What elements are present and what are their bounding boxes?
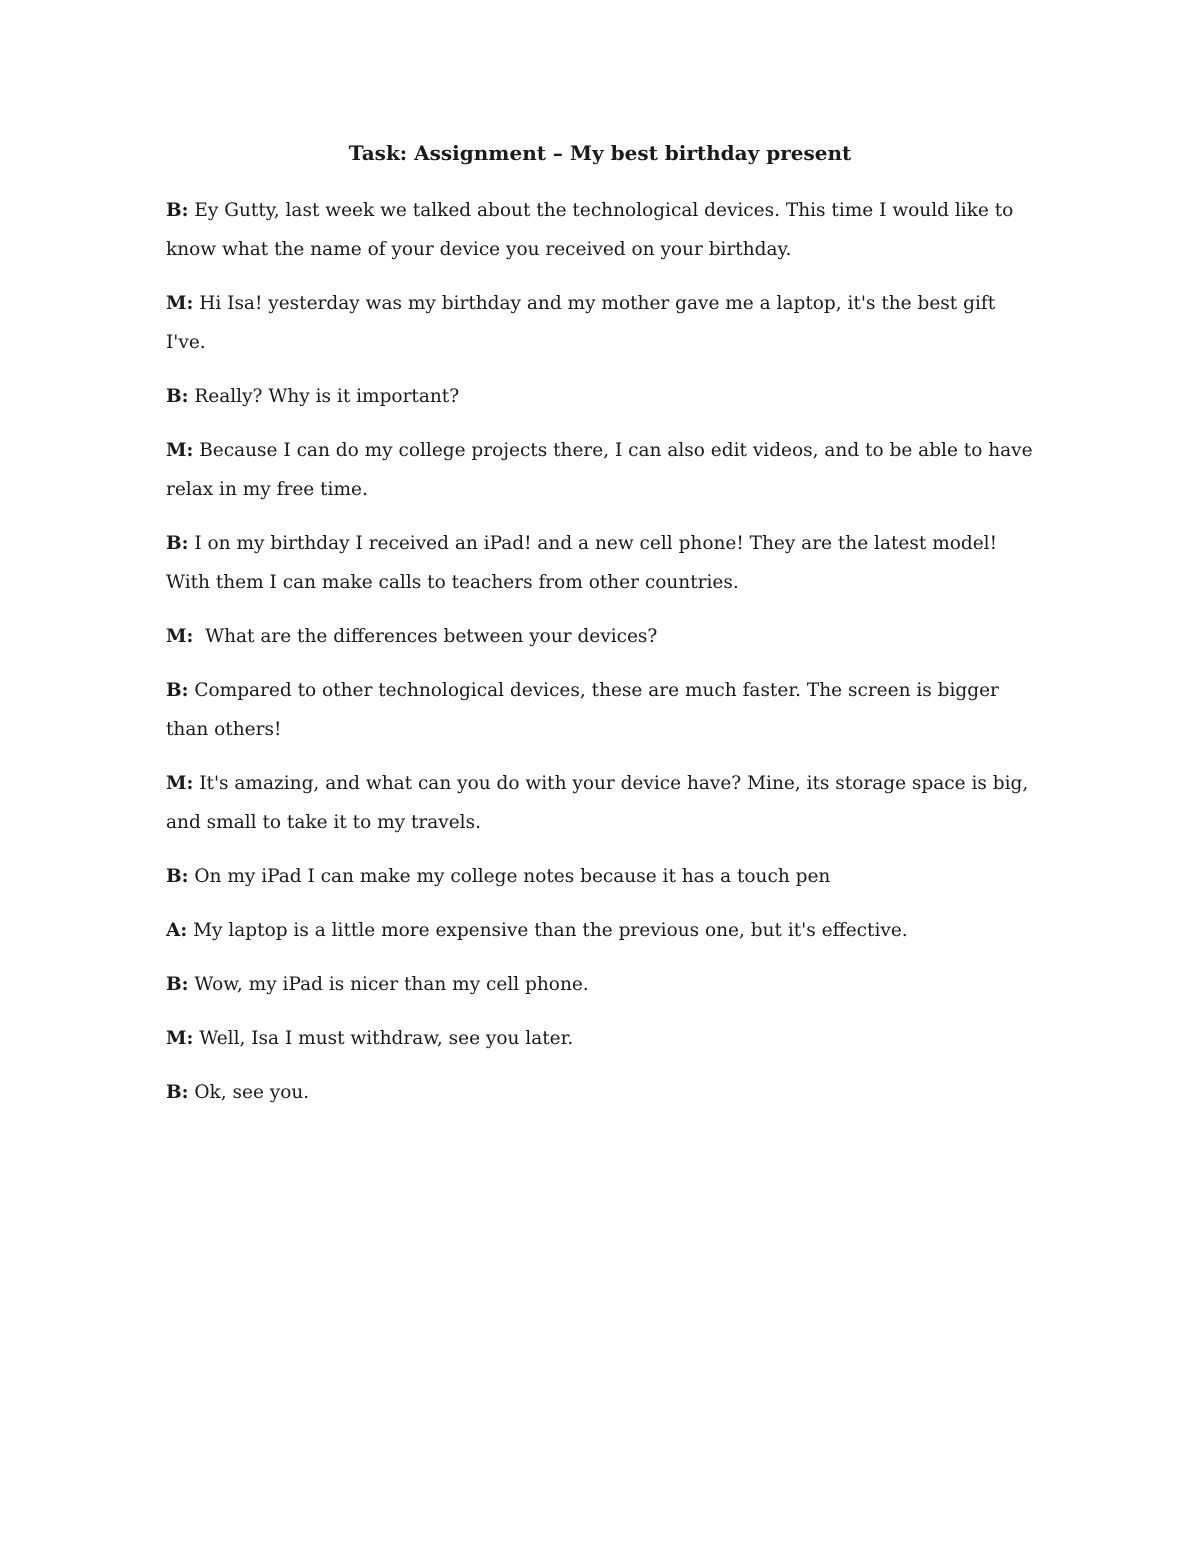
line-text: My laptop is a little more expensive than the previous one, but it's effective. bbox=[193, 920, 908, 941]
dialogue-line bbox=[166, 911, 1038, 950]
dialogue-line bbox=[166, 377, 1038, 416]
speaker-label: M: bbox=[166, 440, 194, 461]
speaker-label: M: bbox=[166, 773, 194, 794]
dialogue-line bbox=[166, 284, 1038, 362]
dialogue-line bbox=[166, 764, 1038, 842]
dialogue-line bbox=[166, 1073, 1038, 1112]
dialogue-line bbox=[166, 857, 1038, 896]
speaker-label: B: bbox=[166, 866, 189, 887]
line-text: Because I can do my college projects there, I can also edit videos, and to be able to have relax in my free time. bbox=[166, 440, 1033, 500]
document-title: Task: Assignment – My best birthday present bbox=[348, 141, 852, 165]
speaker-label: B: bbox=[166, 1082, 189, 1103]
speaker-label: A: bbox=[166, 920, 188, 941]
line-text: On my iPad I can make my college notes because it has a touch pen bbox=[194, 866, 831, 887]
dialogue-line bbox=[166, 191, 1038, 269]
speaker-label: B: bbox=[166, 200, 189, 221]
line-text: Compared to other technological devices, these are much faster. The screen is bigger than others! bbox=[166, 680, 999, 740]
speaker-label: B: bbox=[166, 533, 189, 554]
line-text: Wow, my iPad is nicer than my cell phone. bbox=[194, 974, 589, 995]
line-text: Well, Isa I must withdraw, see you later. bbox=[199, 1028, 574, 1049]
dialogue-line bbox=[166, 671, 1038, 749]
line-text: Ok, see you. bbox=[194, 1082, 310, 1103]
speaker-label: M: bbox=[166, 626, 194, 647]
speaker-label: B: bbox=[166, 680, 189, 701]
dialogue-line bbox=[166, 431, 1038, 509]
line-text: Ey Gutty, last week we talked about the technological devices. This time I would like to know what the name of your device you received on your birthday. bbox=[166, 200, 1014, 260]
line-text: Hi Isa! yesterday was my birthday and my mother gave me a laptop, it's the best gift I've. bbox=[166, 293, 996, 353]
line-text: I on my birthday I received an iPad! and a new cell phone! They are the latest model! With them I can make calls to teachers from other countries. bbox=[166, 533, 998, 593]
speaker-label: M: bbox=[166, 293, 194, 314]
speaker-label: B: bbox=[166, 974, 189, 995]
line-text: What are the differences between your devices? bbox=[205, 626, 658, 647]
dialogue-line bbox=[166, 1019, 1038, 1058]
line-text: Really? Why is it important? bbox=[194, 386, 460, 407]
dialogue bbox=[166, 191, 1038, 1127]
speaker-label: B: bbox=[166, 386, 189, 407]
dialogue-line bbox=[166, 524, 1038, 602]
dialogue-line bbox=[166, 617, 1038, 656]
line-text: It's amazing, and what can you do with your device have? Mine, its storage space is big, and small to take it to my travels. bbox=[166, 773, 1029, 833]
speaker-label: M: bbox=[166, 1028, 194, 1049]
dialogue-line bbox=[166, 965, 1038, 1004]
